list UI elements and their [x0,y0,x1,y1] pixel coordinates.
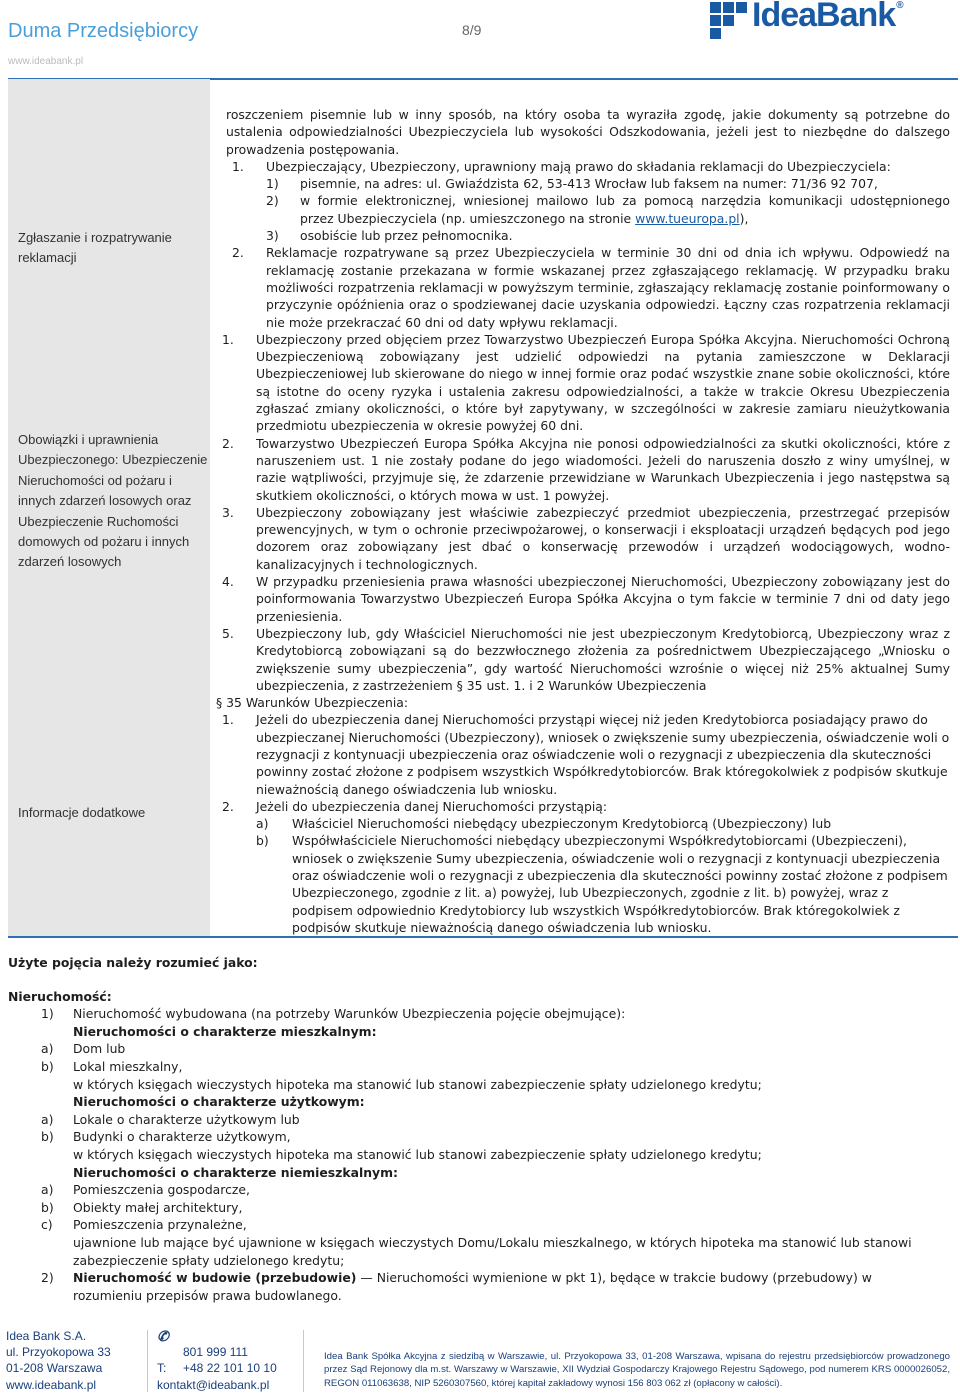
sidebar-item-obligations: Obowiązki i uprawnienia Ubezpieczonego: Ubezpieczenie Nieruchomości od pożaru i innych zdarzeń losowych oraz Ubezpieczenie Ruchomości domowych od pożaru i innych zdarzeń losowych [18,432,208,570]
page-number: 8/9 [462,22,482,38]
list-item: 1) Nieruchomość wybudowana (na potrzeby Warunków Ubezpieczenia pojęcie obejmujące): [41,1006,626,1022]
list-item: a) Pomieszczenia gospodarcze, [41,1182,250,1198]
list-note: w których księgach wieczystych hipoteka ma stanowić lub stanowi zabezpieczenie spłaty udzielonego kredytu; [73,1146,762,1162]
footer-email-link[interactable]: kontakt@ideabank.pl [157,1377,270,1392]
list-item: 3. Ubezpieczony zobowiązany jest właściwie zabezpieczyć przedmiot ubezpieczenia, przestrzegać przepisów prewencyjnych, w tym o ochronie przeciwpożarowej, o konserwacji i eksploatacji urządzeń będących pod jego dozorem oraz zobowiązany jest dbać o konserwację przewodów i urządzeń wodociągowych, wodno-kanalizacyjnych i technologicznych. [222,504,950,572]
list-item: b) Obiekty małej architektury, [41,1199,243,1215]
list-item: b) Budynki o charakterze użytkowym, [41,1129,291,1145]
list-item: 4. W przypadku przeniesienia prawa własności ubezpieczonej Nieruchomości, Ubezpieczony zobowiązany jest do poinformowania Towarzystwo Ubezpieczeń Europa Spółka Akcyjna o tym fakcie w terminie 7 dni od daty jego przeniesienia. [222,574,950,624]
footer-legal-notice: Idea Bank Spółka Akcyjna z siedzibą w Warszawie, ul. Przyokopowa 33, 01-208 Warszawa, wpisana do rejestru przedsiębiorców prowadzonego przez Sąd Rejonowy dla m.st. Warszawy w Warszawie, XII Wydział Gospodarczy Krajowego Rejestru Sądowego, pod numerem KRS 0000026052, REGON 011063638, NIP 5260307560, której kapitał zakładowy wynosi 156 803 062 zł (opłacony w całości). [324,1351,950,1389]
list-item: 2. Towarzystwo Ubezpieczeń Europa Spółka Akcyjna nie ponosi odpowiedzialności za skutki okoliczności, które z naruszeniem ust. 1 nie zostały podane do jego wiadomości. Jeżeli do naruszenia doszło z winy umyślnej, w razie wątpliwości, przyjmuje się, że zdarzenie przewidziane w Warunkach Ubezpieczenia i jego następstwa są skutkiem okoliczności, o których mowa w ust. 1 powyżej. [222,435,950,503]
list-item: b) Współwłaściciele Nieruchomości niebędący ubezpieczonymi Współkredytobiorcami (Ubezpieczeni), wniosek o zwiększenie Sumy ubezpieczenia, oświadczenie woli o rezygnacji z kontynuacji ubezpieczenia oraz oświadczenie woli o rezygnacji z ubezpieczenia dla skuteczności powinny zostać złożone z podpisem Ubezpieczonego, zgodnie z lit. a) powyżej, lub Ubezpieczonych, zgodnie z lit. b) powyżej, wraz z podpisem odpowiednio Kredytobiorcy lub wszystkich Współkredytobiorców. Brak któregokolwiek z podpisów skutkuje nieważnością danego oświadczenia lub wniosku. [256,833,948,935]
bottom-rule [8,936,958,938]
list-item: 2) Nieruchomość w budowie (przebudowie) — Nieruchomości wymienione w pkt 1), będące w trakcie budowy (przebudowy) w rozumieniu przepisów prawa budowlanego. [41,1270,872,1303]
list-item: c) Pomieszczenia przynależne, [41,1217,247,1233]
list-item: 3) osobiście lub przez pełnomocnika. [266,228,513,244]
list-note: ujawnione lub mające być ujawnione w księgach wieczystych Domu/Lokalu mieszkalnego, w których hipoteka ma stanowić lub stanowi zabezpieczenie spłaty udzielonego kredytu; [73,1234,912,1268]
intro-paragraph: roszczeniem pisemnie lub w inny sposób, na który osoba ta wyraziła zgodę, jakie dokumenty są potrzebne do ustalenia odpowiedzialności Ubezpieczyciela lub wysokości Odszkodowania, jeżeli jest to niezbędne do dalszego prowadzenia postępowania. [226,107,950,157]
list-item: 5. Ubezpieczony lub, gdy Właściciel Nieruchomości nie jest ubezpieczonym Kredytobiorcą, Ubezpieczony wraz z Kredytobiorcą zobowiązani są do bezzwłocznego złożenia za pośrednictwem Ubezpieczającego „Wniosku o zwiększenie sumy ubezpieczenia”, gdy wartość Nieruchomości wzrośnie o więcej niż 25% aktualnej Sumy ubezpieczenia, z zastrzeżeniem § 35 ust. 1. i 2 Warunków Ubezpieczenia [222,625,950,693]
list-item: a) Dom lub [41,1041,126,1057]
page-footer [0,1328,960,1397]
header-url[interactable]: www.ideabank.pl [8,56,84,67]
list-item: 1. Jeżeli do ubezpieczenia danej Nieruchomości przystąpi więcej niż jeden Kredytobiorca posiadający prawo do ubezpieczanej Nieruchomości (Ubezpieczony), wniosek o zwiększenie sumy ubezpieczenia, oświadczenie woli o rezygnacji z kontynuacji ubezpieczenia oraz oświadczenie woli o rezygnacji z ubezpieczenia dla skuteczności powinny zostać złożone z podpisem wszystkich Współkredytobiorców. Brak któregokolwiek z podpisów skutkuje nieważnością danego oświadczenia lub wniosku. [222,712,950,797]
telephone-icon: ✆ [157,1328,169,1344]
list-item: 1. Ubezpieczony przed objęciem przez Towarzystwo Ubezpieczeń Europa Spółka Akcyjna. Nieruchomości Ochroną Ubezpieczeniową zobowiązany jest udzielić odpowiedzi na pytania zamieszczone w Deklaracji Ubezpieczeniowej lub skierowane do niego w innej formie oraz podać wszystkie znane sobie okoliczności, które są istotne do oceny ryzyka i ustalenia zakresu odpowiedzialności, a także w trakcie Okresu Ubezpieczenia zgłaszać zmiany okoliczności, o które był zapytywany, w szczególności w zakresie zamiaru nieużytkowania przedmiotu ubezpieczenia w okresie powyżej 60 dni. [222,331,950,434]
main-content [216,106,950,936]
paragraph-35-heading: § 35 Warunków Ubezpieczenia: [216,695,409,711]
footer-address: Idea Bank S.A. ul. Przyokopowa 33 01-208 Warszawa www.ideabank.pl [6,1329,111,1392]
group-heading: Nieruchomości o charakterze niemieszkalnym: [73,1164,398,1180]
list-item: b) Lokal mieszkalny, [41,1058,183,1074]
ideabank-logo: IdeaBank® [710,0,950,40]
group-heading: Nieruchomości o charakterze użytkowym: [73,1094,365,1110]
list-item: 2. Jeżeli do ubezpieczenia danej Nieruchomości przystąpią: [222,798,608,814]
footer-website-link[interactable]: www.ideabank.pl [6,1377,97,1392]
list-item: 2) w formie elektronicznej, wniesionej mailowo lub za pomocą narzędzia komunikacji udostępnionego przez Ubezpieczyciela (np. umieszczonego na stronie www.tueuropa.pl), [266,193,950,226]
term-heading: Nieruchomość: [8,988,112,1004]
document-title: Duma Przedsiębiorcy [8,20,199,42]
list-item: a) Lokale o charakterze użytkowym lub [41,1111,300,1127]
definitions-section [8,954,938,1304]
list-item: 2. Reklamacje rozpatrywane są przez Ubezpieczyciela w terminie 30 dni od dnia ich wpływu. Odpowiedź na reklamację zostanie przekazana w formie wskazanej przez zgłaszającego reklamację. W przypadku braku możliwości rozpatrzenia reklamacji w powyższym terminie, zgłaszający reklamację zostanie poinformowany o przyczynie opóźnienia oraz o spodziewanej dacie uzyskania odpowiedzi. Łączny czas rozpatrzenia reklamacji nie może przekraczać 60 dni od daty wpływu reklamacji. [232,245,950,330]
sidebar-item-additional-info: Informacje dodatkowe [18,805,146,820]
list-item: 1) pisemnie, na adres: ul. Gwiaździsta 62, 53-413 Wrocław lub faksem na numer: 71/36 92 707, [266,176,878,192]
sidebar-item-complaints: Zgłaszanie i rozpatrywanie reklamacji [18,230,172,266]
tueuropa-link[interactable]: www.tueuropa.pl [635,210,740,226]
group-heading: Nieruchomości o charakterze mieszkalnym: [73,1023,377,1039]
list-note: w których księgach wieczystych hipoteka ma stanowić lub stanowi zabezpieczenie spłaty udzielonego kredytu; [73,1076,762,1092]
list-item: 1. Ubezpieczający, Ubezpieczony, uprawniony mają prawo do składania reklamacji do Ubezpieczyciela: [232,158,891,174]
footer-contact: ✆ 801 999 111 T: +48 22 101 10 10 kontakt@ideabank.pl [157,1328,277,1392]
list-item: a) Właściciel Nieruchomości niebędący ubezpieczonym Kredytobiorcą (Ubezpieczony) lub [256,816,832,832]
definitions-heading: Użyte pojęcia należy rozumieć jako: [8,955,258,970]
